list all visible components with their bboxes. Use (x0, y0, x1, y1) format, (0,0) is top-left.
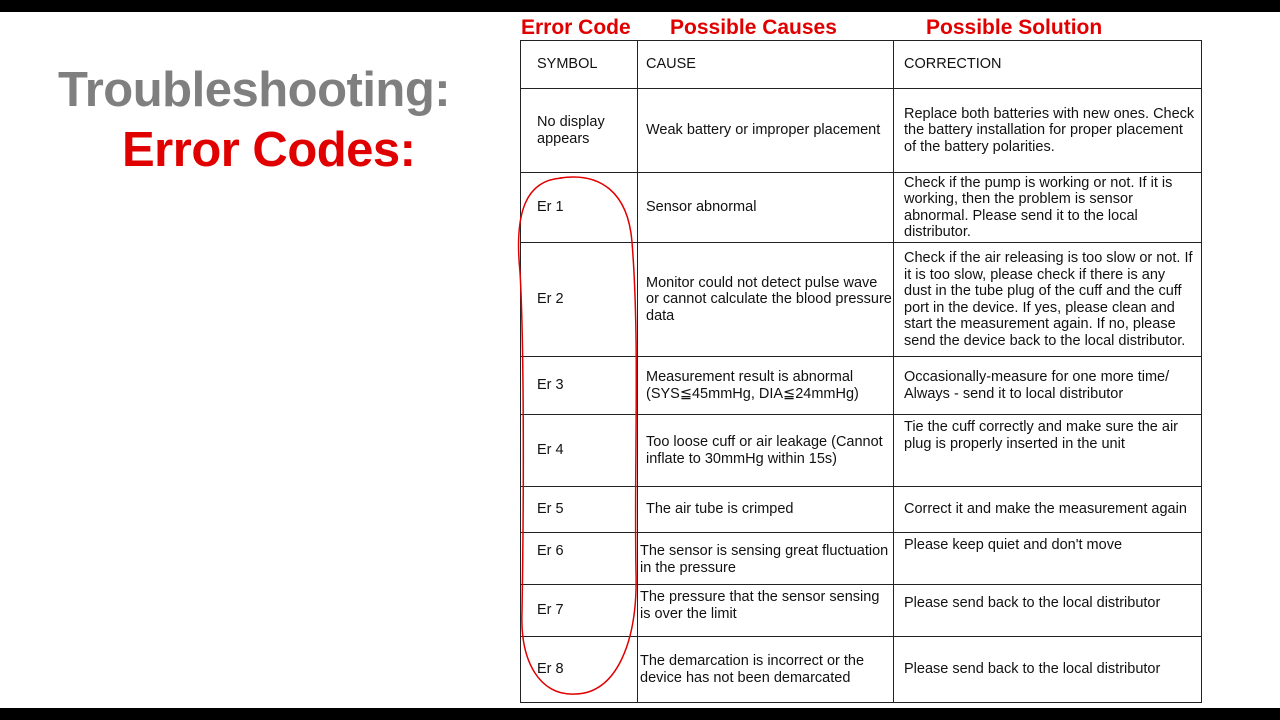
symbol-cell: Er 8 (521, 637, 638, 703)
cause-cell: The demarcation is incorrect or the device has not been demarcated (638, 637, 894, 703)
symbol-cell: No display appears (521, 89, 638, 173)
cause-cell: Too loose cuff or air leakage (Cannot inflate to 30mmHg within 15s) (638, 415, 894, 487)
annotation-possible-causes: Possible Causes (670, 16, 837, 39)
correction-cell: Check if the pump is working or not. If it is working, then the problem is sensor abnormal. Please send it to the local distributor. (894, 173, 1202, 243)
table-row (521, 243, 1202, 357)
cause-cell: Weak battery or improper placement (638, 89, 894, 173)
correction-cell: Replace both batteries with new ones. Check the battery installation for proper placement of the battery polarities. (894, 89, 1202, 173)
correction-cell: Occasionally-measure for one more time/ Always - send it to local distributor (894, 357, 1202, 415)
slide-title-troubleshooting: Troubleshooting: (58, 63, 451, 117)
cause-cell: The sensor is sensing great fluctuation in the pressure (638, 533, 894, 585)
cause-cell: Monitor could not detect pulse wave or cannot calculate the blood pressure data (638, 243, 894, 357)
cause-cell: Sensor abnormal (638, 173, 894, 243)
symbol-cell: Er 1 (521, 173, 638, 243)
correction-cell: Please keep quiet and don't move (894, 533, 1202, 585)
table-row (521, 415, 1202, 487)
table-row (521, 637, 1202, 703)
error-code-table (520, 40, 1202, 703)
header-symbol: SYMBOL (521, 41, 638, 89)
symbol-cell: Er 3 (521, 357, 638, 415)
annotation-possible-solution: Possible Solution (926, 16, 1103, 39)
correction-cell: Check if the air releasing is too slow or not. If it is too slow, please check if there is any dust in the tube plug of the cuff and the cuff port in the device. If yes, please clean and start the measurement again. If no, please send the device back to the local distributor. (894, 243, 1202, 357)
symbol-cell: Er 7 (521, 585, 638, 637)
header-cause: CAUSE (638, 41, 894, 89)
header-correction: CORRECTION (894, 41, 1202, 89)
symbol-cell: Er 4 (521, 415, 638, 487)
symbol-cell: Er 6 (521, 533, 638, 585)
correction-cell: Tie the cuff correctly and make sure the air plug is properly inserted in the unit (894, 415, 1202, 487)
annotation-error-code: Error Code (521, 16, 631, 39)
slide-title-error-codes: Error Codes: (122, 123, 416, 177)
table-row (521, 173, 1202, 243)
table-row (521, 357, 1202, 415)
correction-cell: Please send back to the local distributor (894, 637, 1202, 703)
table-row (521, 89, 1202, 173)
table-row (521, 585, 1202, 637)
symbol-cell: Er 2 (521, 243, 638, 357)
cause-cell: The air tube is crimped (638, 487, 894, 533)
slide (0, 12, 1280, 708)
symbol-cell: Er 5 (521, 487, 638, 533)
cause-cell: Measurement result is abnormal (SYS≦45mmHg, DIA≦24mmHg) (638, 357, 894, 415)
table-row (521, 533, 1202, 585)
table-row (521, 487, 1202, 533)
cause-cell: The pressure that the sensor sensing is over the limit (638, 585, 894, 637)
correction-cell: Correct it and make the measurement again (894, 487, 1202, 533)
correction-cell: Please send back to the local distributor (894, 585, 1202, 637)
table-header-row (521, 41, 1202, 89)
